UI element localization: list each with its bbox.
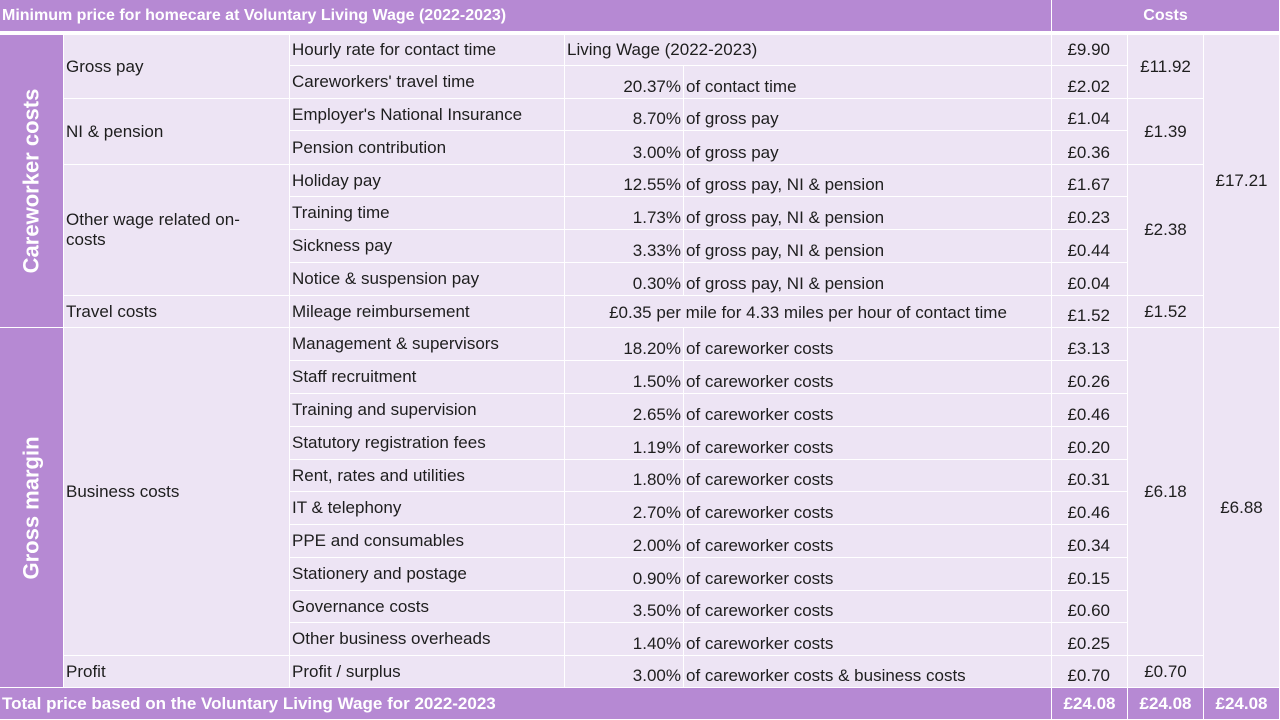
row-rate: 1.73%	[565, 197, 684, 230]
row-item: Governance costs	[290, 591, 565, 623]
subtotal-business: £6.18	[1128, 328, 1204, 656]
row-basis: of careworker costs	[684, 492, 1052, 525]
row-rate: 20.37%	[565, 66, 684, 99]
footer-total-3: £24.08	[1204, 688, 1280, 720]
subtotal-travel: £1.52	[1128, 296, 1204, 328]
section-gross-margin	[0, 328, 64, 688]
row-rate: 3.33%	[565, 230, 684, 263]
row-cost: £0.04	[1052, 263, 1128, 296]
row-basis: £0.35 per mile for 4.33 miles per hour of contact time	[565, 296, 1052, 328]
row-cost: £0.31	[1052, 460, 1128, 492]
row-cost: £1.67	[1052, 165, 1128, 197]
subtotal-profit: £0.70	[1128, 656, 1204, 688]
row-item: Hourly rate for contact time	[290, 35, 565, 66]
total-careworker-costs: £17.21	[1204, 35, 1280, 328]
row-cost: £9.90	[1052, 35, 1128, 66]
row-cost: £0.20	[1052, 427, 1128, 460]
row-item: Careworkers' travel time	[290, 66, 565, 99]
row-cost: £0.23	[1052, 197, 1128, 230]
subtotal-other-wage: £2.38	[1128, 165, 1204, 296]
row-item: Employer's National Insurance	[290, 99, 565, 131]
row-cost: £0.70	[1052, 656, 1128, 688]
row-basis: of careworker costs	[684, 460, 1052, 492]
group-travel-costs: Travel costs	[64, 296, 290, 328]
row-item: Training and supervision	[290, 394, 565, 427]
row-basis: of careworker costs	[684, 328, 1052, 361]
row-basis: of gross pay, NI & pension	[684, 197, 1052, 230]
row-rate: 8.70%	[565, 99, 684, 131]
group-business-costs: Business costs	[64, 328, 290, 656]
row-item: Statutory registration fees	[290, 427, 565, 460]
row-cost: £1.04	[1052, 99, 1128, 131]
row-item: Notice & suspension pay	[290, 263, 565, 296]
footer-total-2: £24.08	[1128, 688, 1204, 720]
row-rate: 2.65%	[565, 394, 684, 427]
row-rate: 0.90%	[565, 558, 684, 591]
row-basis: of careworker costs	[684, 558, 1052, 591]
subtotal-ni-pension: £1.39	[1128, 99, 1204, 165]
row-basis: of careworker costs	[684, 623, 1052, 656]
row-cost: £3.13	[1052, 328, 1128, 361]
group-gross-pay: Gross pay	[64, 35, 290, 99]
row-item: Rent, rates and utilities	[290, 460, 565, 492]
row-cost: £0.46	[1052, 394, 1128, 427]
row-rate: 3.50%	[565, 591, 684, 623]
row-basis: of careworker costs	[684, 361, 1052, 394]
total-gross-margin: £6.88	[1204, 328, 1280, 688]
row-rate: 18.20%	[565, 328, 684, 361]
section-careworker-label: Careworker costs	[18, 88, 44, 274]
row-rate: 1.50%	[565, 361, 684, 394]
row-rate: 1.19%	[565, 427, 684, 460]
row-cost: £2.02	[1052, 66, 1128, 99]
subtotal-gross-pay: £11.92	[1128, 35, 1204, 99]
row-cost: £0.60	[1052, 591, 1128, 623]
row-rate: 2.70%	[565, 492, 684, 525]
row-basis: of contact time	[684, 66, 1052, 99]
row-item: PPE and consumables	[290, 525, 565, 558]
row-cost: £0.15	[1052, 558, 1128, 591]
row-item: IT & telephony	[290, 492, 565, 525]
row-basis: of careworker costs	[684, 525, 1052, 558]
table-title: Minimum price for homecare at Voluntary Living Wage (2022-2023)	[0, 0, 1052, 32]
row-item: Profit / surplus	[290, 656, 565, 688]
row-item: Stationery and postage	[290, 558, 565, 591]
row-item: Mileage reimbursement	[290, 296, 565, 328]
row-cost: £0.44	[1052, 230, 1128, 263]
footer-total-label: Total price based on the Voluntary Living Wage for 2022-2023	[0, 688, 1052, 720]
row-rate: 2.00%	[565, 525, 684, 558]
row-cost: £0.25	[1052, 623, 1128, 656]
row-cost: £0.26	[1052, 361, 1128, 394]
row-basis: of careworker costs & business costs	[684, 656, 1052, 688]
row-item: Staff recruitment	[290, 361, 565, 394]
row-basis: of gross pay	[684, 99, 1052, 131]
row-basis: of careworker costs	[684, 394, 1052, 427]
row-item: Management & supervisors	[290, 328, 565, 361]
row-basis: of gross pay, NI & pension	[684, 263, 1052, 296]
row-item: Pension contribution	[290, 131, 565, 165]
row-rate: 1.40%	[565, 623, 684, 656]
row-cost: £0.46	[1052, 492, 1128, 525]
row-cost: £0.36	[1052, 131, 1128, 165]
footer-total-1: £24.08	[1052, 688, 1128, 720]
row-basis: of gross pay, NI & pension	[684, 230, 1052, 263]
section-gross-margin-label: Gross margin	[18, 435, 44, 580]
row-rate: 0.30%	[565, 263, 684, 296]
row-basis: Living Wage (2022-2023)	[565, 35, 1052, 66]
row-item: Sickness pay	[290, 230, 565, 263]
row-basis: of gross pay	[684, 131, 1052, 165]
section-careworker-costs	[0, 35, 64, 328]
row-basis: of careworker costs	[684, 427, 1052, 460]
row-basis: of careworker costs	[684, 591, 1052, 623]
row-basis: of gross pay, NI & pension	[684, 165, 1052, 197]
costs-header: Costs	[1052, 0, 1280, 32]
group-ni-pension: NI & pension	[64, 99, 290, 165]
group-profit: Profit	[64, 656, 290, 688]
row-item: Training time	[290, 197, 565, 230]
row-rate: 3.00%	[565, 131, 684, 165]
group-other-wage: Other wage related on-costs	[64, 165, 290, 296]
row-cost: £0.34	[1052, 525, 1128, 558]
row-item: Other business overheads	[290, 623, 565, 656]
row-rate: 12.55%	[565, 165, 684, 197]
row-item: Holiday pay	[290, 165, 565, 197]
row-cost: £1.52	[1052, 296, 1128, 328]
row-rate: 1.80%	[565, 460, 684, 492]
row-rate: 3.00%	[565, 656, 684, 688]
